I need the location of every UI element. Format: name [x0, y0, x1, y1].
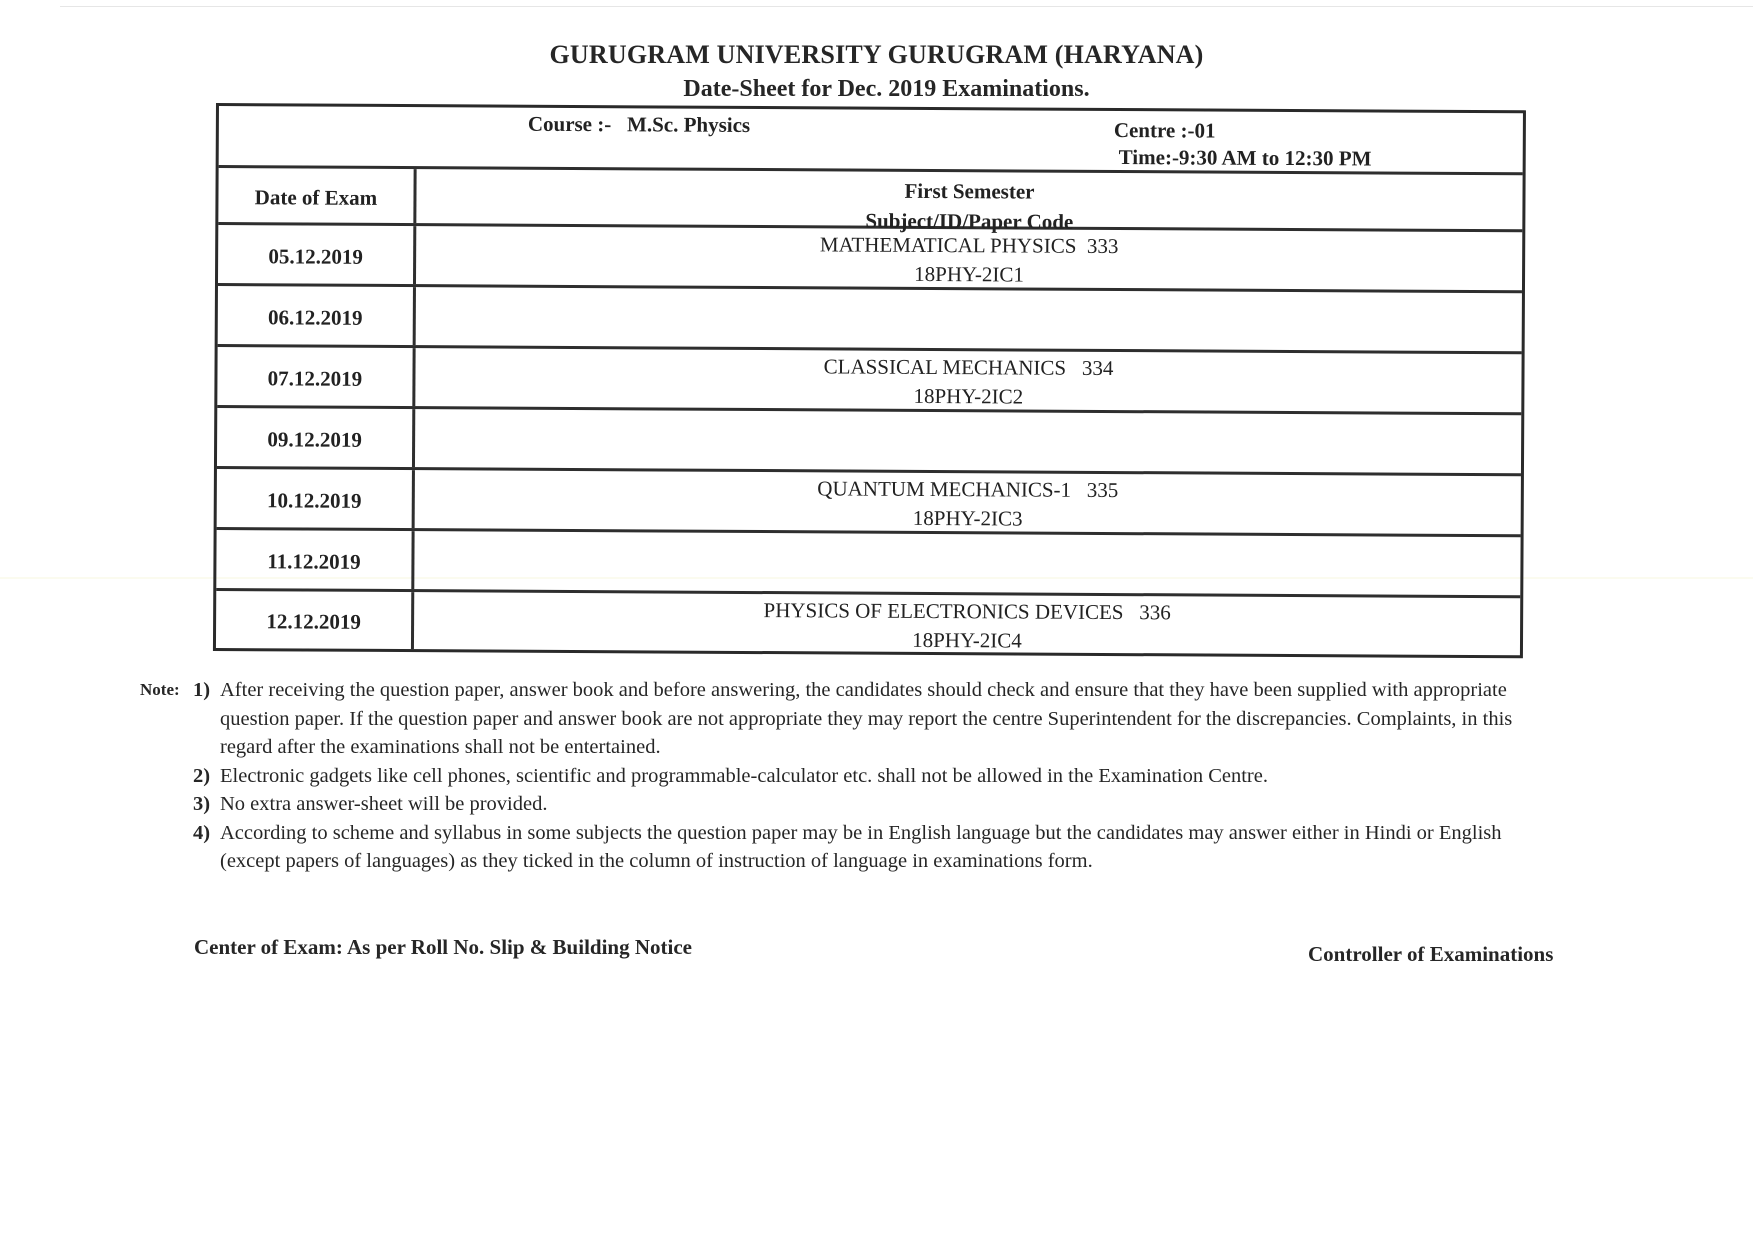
subject-name: CLASSICAL MECHANICS 334 [823, 354, 1114, 381]
note-item [140, 819, 1540, 876]
time-label: Time:-9:30 AM to 12:30 PM [1118, 145, 1372, 171]
course-label: Course :- M.Sc. Physics [527, 111, 751, 137]
subject-name: QUANTUM MECHANICS-1 335 [817, 476, 1119, 503]
exam-date: 11.12.2019 [216, 530, 414, 589]
note-item [140, 676, 1540, 762]
note-number: 1) [193, 679, 211, 701]
signatory-label: Controller of Examinations [1308, 942, 1554, 966]
note-number: 2) [193, 764, 211, 787]
datesheet-subtitle: Date-Sheet for Dec. 2019 Examinations. [683, 76, 1090, 102]
notes-section [140, 676, 1540, 876]
subject-cell [416, 287, 1522, 351]
note-item [140, 790, 1540, 819]
subject-column-header [416, 169, 1522, 234]
note-text: Electronic gadgets like cell phones, scientific and programmable-calculator etc. shall not be allowed in the Examination Centre. [220, 764, 1268, 787]
note-number: 3) [193, 793, 211, 815]
exam-date: 07.12.2019 [217, 347, 415, 406]
notes-label: Note: [140, 680, 180, 699]
university-title: GURUGRAM UNIVERSITY GURUGRAM (HARYANA) [549, 40, 1204, 69]
note-item [140, 762, 1540, 791]
table-row [217, 408, 1521, 476]
datesheet-table [213, 103, 1526, 658]
subject-cell [414, 592, 1520, 655]
note-number: 4) [193, 821, 211, 844]
table-row [218, 225, 1522, 293]
exam-date: 05.12.2019 [218, 225, 416, 284]
exam-date: 10.12.2019 [217, 469, 415, 528]
center-of-exam-note: Center of Exam: As per Roll No. Slip & Building Notice [194, 935, 692, 959]
table-row [217, 347, 1521, 415]
date-column-header: Date of Exam [218, 168, 416, 223]
subject-name: MATHEMATICAL PHYSICS 333 [819, 232, 1119, 259]
paper-code: 18PHY-2IC2 [913, 383, 1024, 409]
subject-cell [414, 531, 1520, 595]
subject-cell [415, 409, 1521, 473]
exam-date: 09.12.2019 [217, 408, 415, 467]
table-row [216, 530, 1520, 598]
table-row [216, 591, 1520, 655]
note-text: No extra answer-sheet will be provided. [220, 793, 548, 815]
column-header-row [218, 168, 1522, 232]
note-text: According to scheme and syllabus in some subjects the question paper may be in English language but the candidates may answer either in Hindi or English (except papers of languages) as they ticked in the column of instruction of language in examinations form. [220, 821, 1502, 872]
semester-label: First Semester [904, 178, 1035, 204]
note-text: After receiving the question paper, answer book and before answering, the candidates should check and ensure that they have been supplied with appropriate question paper. If the question paper and answer book are not appropriate they may report the centre Superintendent for the discrepancies. Complaints, in this regard after the examinations shall not be entertained. [220, 679, 1513, 758]
subject-cell [415, 348, 1521, 412]
subject-code-label: Subject/ID/Paper Code [865, 208, 1074, 234]
subject-cell [416, 226, 1522, 290]
centre-label: Centre :-01 [1113, 118, 1216, 143]
paper-code: 18PHY-2IC3 [912, 505, 1023, 531]
table-row [217, 469, 1521, 537]
course-info-row [219, 106, 1523, 175]
subject-name: PHYSICS OF ELECTRONICS DEVICES 336 [763, 598, 1171, 625]
exam-date: 06.12.2019 [218, 286, 416, 345]
paper-code: 18PHY-2IC1 [914, 261, 1024, 287]
subject-cell [415, 470, 1521, 534]
paper-code: 18PHY-2IC4 [912, 627, 1022, 653]
exam-date: 12.12.2019 [216, 591, 414, 649]
scan-top-edge [60, 6, 1753, 7]
table-row [218, 286, 1522, 354]
